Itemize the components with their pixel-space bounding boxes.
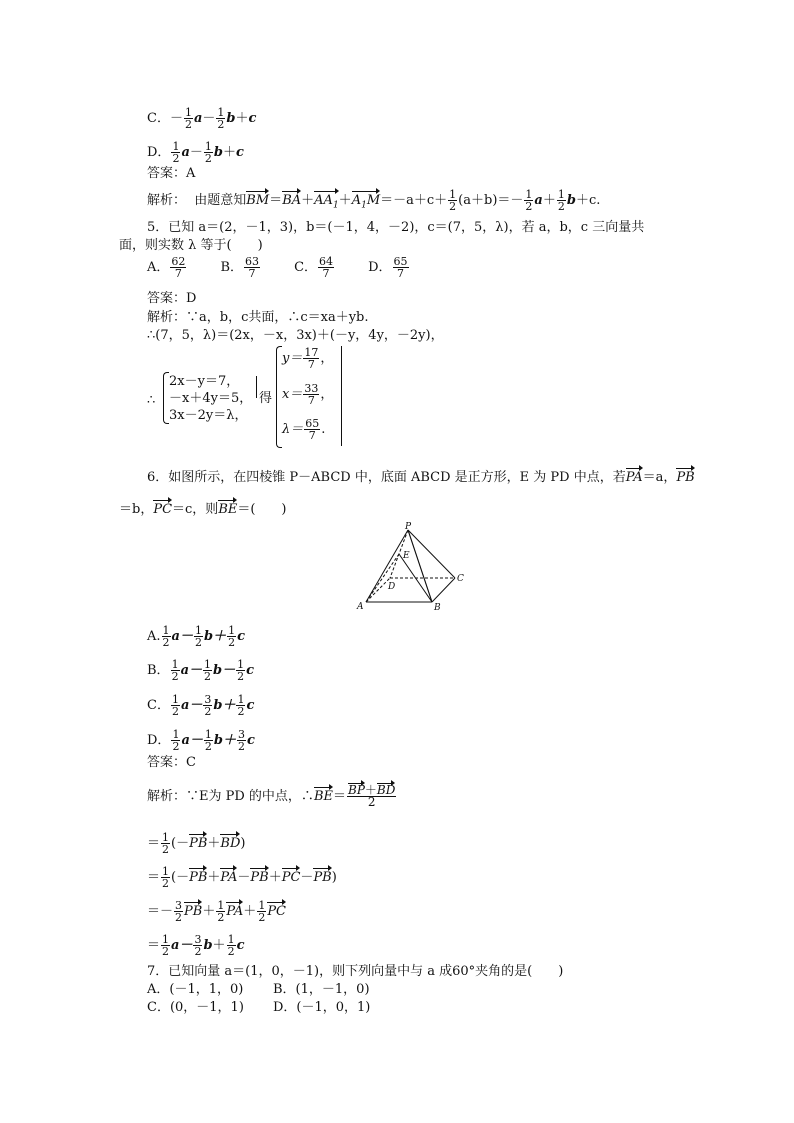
q5-stem-line1: 5．已知 a＝(2，－1，3)，b＝(－1，4，－2)，c＝(7，5，λ)，若 a，b，c 三向量共 bbox=[147, 220, 645, 235]
q5-system-eq3: 3x－2y＝λ， bbox=[169, 408, 248, 423]
q5-stem-line2: 面，则实数 λ 等于( ) bbox=[119, 238, 263, 253]
label-p: P bbox=[405, 522, 412, 532]
q5-result-lambda: λ＝ $\frac{65}{7}$ . bbox=[282, 417, 326, 442]
q6-stem-line2: ＝b，PC＝c，则BE＝( ) bbox=[119, 502, 287, 517]
q5-system-eq1: 2x－y＝7， bbox=[169, 374, 240, 389]
q5-answer: 答案：D bbox=[147, 291, 197, 306]
q6-solution-line1: 解析：∵E为 PD 的中点，∴BE＝ $\frac{BP+BD}{2}$ bbox=[147, 783, 396, 809]
q5-therefore: ∴ bbox=[147, 393, 156, 408]
q6-solution-step3: ＝－ $\frac{3}{2}$ PB＋ $\frac{1}{2}$ PA＋ $\frac{1}{2}$ PC bbox=[147, 899, 287, 924]
q7-option-a: A．(－1，1，0) bbox=[147, 982, 244, 997]
q6-option-a: A. $\frac{1}{2}$ a－ $\frac{1}{2}$ b＋ $\frac{1}{2}$ c bbox=[147, 624, 245, 649]
q7-stem: 7．已知向量 a＝(1，0，－1)，则下列向量中与 a 成60°夹角的是( ) bbox=[147, 964, 564, 979]
label-d: D bbox=[388, 582, 396, 592]
q6-option-b: B． $\frac{1}{2}$ a－ $\frac{1}{2}$ b－ $\frac{1}{2}$ c bbox=[147, 658, 255, 683]
q5-options bbox=[147, 256, 410, 279]
label-a: A bbox=[357, 602, 364, 612]
q4-answer: 答案：A bbox=[147, 166, 196, 181]
q5-system-eq2: －x＋4y＝5， bbox=[169, 391, 253, 406]
q5-option-b: B． $\frac{63}{7}$ bbox=[220, 255, 260, 280]
q6-answer: 答案：C bbox=[147, 755, 196, 770]
q6-solution-step4: ＝ $\frac{1}{2}$ a－ $\frac{3}{2}$ b＋ $\frac{1}{2}$ c bbox=[147, 933, 245, 958]
label-b: B bbox=[434, 603, 441, 613]
q5-option-d: D． $\frac{65}{7}$ bbox=[368, 255, 408, 280]
q7-option-c: C．(0，－1，1) bbox=[147, 1000, 244, 1015]
q4-option-c: C．－ $\frac{1}{2}$ a－ $\frac{1}{2}$ b＋c bbox=[147, 106, 257, 131]
q5-result-y: y＝ $\frac{17}{7}$ ， bbox=[282, 346, 334, 371]
label-e: E bbox=[403, 551, 410, 561]
q6-solution-step2: ＝ $\frac{1}{2}$ (－PB＋PA－PB＋PC－PB) bbox=[147, 865, 337, 890]
q5-solution-line1: 解析：∵a，b，c共面，∴c＝xa＋yb. bbox=[147, 310, 369, 325]
q7-option-d: D．(－1，0，1) bbox=[273, 1000, 371, 1015]
q5-solution-line2: ∴(7，5，λ)＝(2x，－x，3x)＋(－y，4y，－2y)， bbox=[147, 328, 444, 343]
pyramid-figure bbox=[350, 522, 470, 614]
q5-option-a: A． $\frac{62}{7}$ bbox=[147, 255, 186, 280]
q6-stem-line1: 6．如图所示，在四棱锥 P－ABCD 中，底面 ABCD 是正方形，E 为 PD 中点，若PA＝a，PB bbox=[147, 470, 695, 485]
q4-solution: 解析： 由题意知$BM=BA+AA_1+A_1M=-a+c+$ $\frac{1}{2}$ (a＋b)＝－ $\frac{1}{2}$ a＋ $\frac{1}{2}$ b＋c. bbox=[147, 188, 601, 213]
q7-option-b: B．(1，－1，0) bbox=[273, 982, 370, 997]
q5-result-x: x＝ $\frac{33}{7}$ ， bbox=[282, 382, 334, 407]
q5-option-c: C． $\frac{64}{7}$ bbox=[294, 255, 334, 280]
system-bar bbox=[256, 376, 257, 398]
q6-option-d: D． $\frac{1}{2}$ a－ $\frac{1}{2}$ b＋ $\frac{3}{2}$ c bbox=[147, 728, 255, 753]
q5-get: 得 bbox=[259, 391, 273, 406]
q6-solution-step1: ＝ $\frac{1}{2}$ (－PB＋BD) bbox=[147, 831, 246, 856]
q6-option-c: C． $\frac{1}{2}$ a－ $\frac{3}{2}$ b＋ $\frac{1}{2}$ c bbox=[147, 693, 255, 718]
label-c: C bbox=[457, 574, 464, 584]
q4-option-d: D． $\frac{1}{2}$ a－ $\frac{1}{2}$ b＋c bbox=[147, 140, 244, 165]
result-bar bbox=[341, 346, 342, 446]
